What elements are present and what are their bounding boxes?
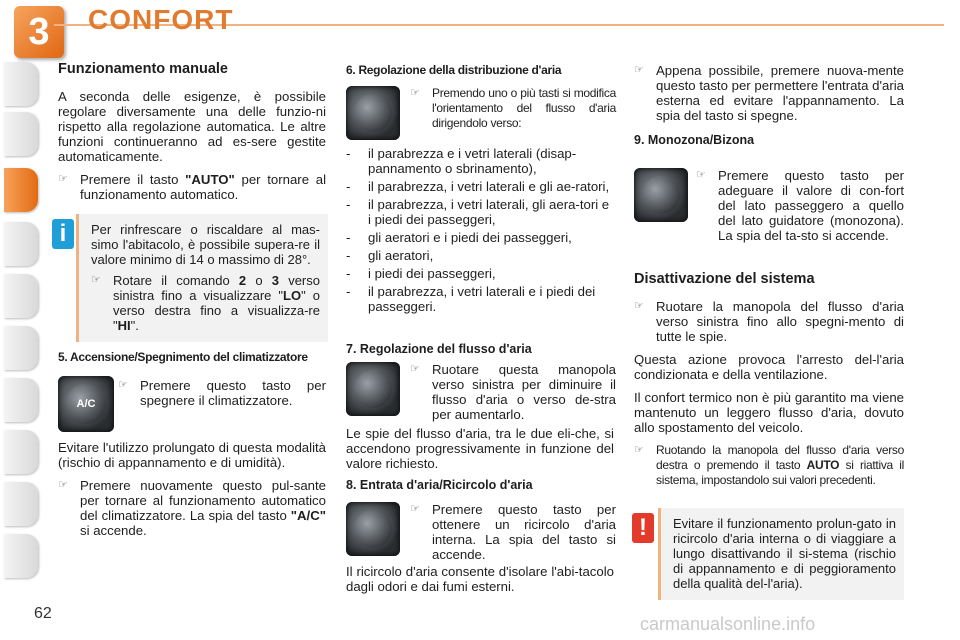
recirculation-button-image <box>346 502 400 556</box>
list-item: ☞ Ruotare la manopola del flusso d'aria verso sinistra fino allo spegni-mento di tutte le spie. <box>634 299 904 344</box>
list-item: - gli aeratori, <box>346 248 434 263</box>
deactivation-heading: Disattivazione del sistema <box>634 271 815 287</box>
pointing-hand-icon: ☞ <box>58 173 68 185</box>
warning-note: Evitare il funzionamento prolun-gato in ricircolo d'aria interna o di viaggiare a lungo disattivando il si-stema (rischio di appannamento e di peggioramento della qualità del-l'aria). <box>658 508 904 600</box>
pointing-hand-icon: ☞ <box>634 444 644 456</box>
airflow-knob-image <box>346 362 400 416</box>
chapter-tab[interactable] <box>4 62 38 106</box>
air-distribution-button-image <box>346 86 400 140</box>
pointing-hand-icon: ☞ <box>696 169 706 181</box>
pointing-hand-icon: ☞ <box>634 300 644 312</box>
list-item: ☞ Premere nuovamente questo pul-sante per tornare al funzionamento automatico del climatizzatore. La spia del tasto "A/C" si accende. <box>58 478 326 538</box>
list-item: ☞ Ruotare questa manopola verso sinistra per diminuire il flusso d'aria o verso de-stra per aumentarlo. <box>410 362 616 422</box>
chapter-tab[interactable] <box>4 274 38 318</box>
list-item: - i piedi dei passeggeri, <box>346 266 496 281</box>
page-number: 62 <box>34 605 52 622</box>
list-item: - gli aeratori e i piedi dei passeggeri, <box>346 230 572 245</box>
warning-icon: ! <box>632 513 654 543</box>
pointing-hand-icon: ☞ <box>91 274 101 286</box>
ac-button-image: A/C <box>58 376 114 432</box>
chapter-tab[interactable] <box>4 326 38 370</box>
recirculation-paragraph: Il ricircolo d'aria consente d'isolare l'abi-tacolo dagli odori e dai fumi esterni. <box>346 564 614 594</box>
airflow-paragraph: Le spie del flusso d'aria, tra le due eli-che, si accendono progressivamente in funzione del valore richiesto. <box>346 426 614 471</box>
section-8-heading: 8. Entrata d'aria/Ricircolo d'aria <box>346 478 533 492</box>
list-item: ☞ Ruotando la manopola del flusso d'aria verso destra o premendo il tasto AUTO si riattiva il sistema, impostandolo sui valori precedenti. <box>634 443 904 487</box>
deactivation-paragraph: Questa azione provoca l'arresto del-l'aria condizionata e della ventilazione. <box>634 352 904 382</box>
warning-paragraph: Evitare l'utilizzo prolungato di questa modalità (rischio di appannamento e di umidità). <box>58 440 326 470</box>
mono-zone-button-image <box>634 168 688 222</box>
list-item: ☞ Appena possibile, premere nuova-mente questo tasto per permettere l'entrata d'aria esterna ed evitare l'appannamento. La spia del tasto si spegne. <box>634 63 904 123</box>
chapter-tab[interactable] <box>4 482 38 526</box>
section-9-heading: 9. Monozona/Bizona <box>634 133 755 147</box>
list-item: ☞ Premere questo tasto per spegnere il climatizzatore. <box>118 378 326 408</box>
pointing-hand-icon: ☞ <box>118 379 128 391</box>
list-item: - il parabrezza, i vetri laterali e gli ae-ratori, <box>346 179 610 194</box>
intro-paragraph: A seconda delle esigenze, è possibile regolare diversamente una delle funzio-ni rispetto alla regolazione automatica. Le altre funzioni continueranno ad es-sere gestite automaticamente. <box>58 89 326 164</box>
list-item: - il parabrezza e i vetri laterali (disap-pannamento o sbrinamento), <box>346 146 577 176</box>
pointing-hand-icon: ☞ <box>410 363 420 375</box>
section-6-heading: 6. Regolazione della distribuzione d'aria <box>346 63 562 77</box>
list-item: - il parabrezza, i vetri laterali e i piedi dei passeggeri. <box>346 284 596 314</box>
chapter-tab[interactable] <box>4 534 38 578</box>
section-7-heading: 7. Regolazione del flusso d'aria <box>346 342 532 356</box>
distribution-list <box>346 146 614 317</box>
chapter-tabs <box>0 0 50 640</box>
list-item: - il parabrezza, i vetri laterali, gli aera-tori e i piedi dei passeggeri, <box>346 197 610 227</box>
chapter-tab[interactable] <box>4 430 38 474</box>
section-heading: Funzionamento manuale <box>58 61 228 77</box>
page-title: CONFORT <box>88 4 234 35</box>
pointing-hand-icon: ☞ <box>410 503 420 515</box>
pointing-hand-icon: ☞ <box>410 87 420 99</box>
chapter-tab[interactable] <box>4 222 38 266</box>
list-item: ☞ Rotare il comando 2 o 3 verso sinistra fino a visualizzare "LO" o verso destra fino a visualizza-re "HI". <box>91 273 320 333</box>
watermark: carmanualsonline.info <box>640 614 816 634</box>
chapter-tab-active[interactable] <box>4 168 38 212</box>
left-column <box>58 62 326 210</box>
deactivation-paragraph: Il confort termico non è più garantito ma viene mantenuto un leggero flusso d'aria, dovuto allo spostamento del veicolo. <box>634 390 904 435</box>
info-note: Per rinfrescare o riscaldare al mas-simo l'abitacolo, è possibile supera-re il valore minimo di 14 o massimo di 28°. ☞ Rotare il comando 2 o 3 verso sinistra fino a visualizzare "LO" o verso destra fino a visualizza-re "HI". <box>76 214 328 342</box>
list-item: ☞ Premendo uno o più tasti si modifica l'orientamento del flusso d'aria dirigendolo verso: <box>410 86 616 130</box>
chapter-number: 3 <box>14 6 64 58</box>
list-item: ☞ Premere il tasto "AUTO" per tornare al funzionamento automatico. <box>58 172 326 202</box>
info-icon: i <box>52 219 74 249</box>
chapter-tab[interactable] <box>4 112 38 156</box>
list-item: ☞ Premere questo tasto per adeguare il valore di con-fort del lato passeggero a quello del lato guidatore (monozona). La spia del ta-sto si accende. <box>696 168 904 243</box>
chapter-tab[interactable] <box>4 378 38 422</box>
section-5-heading: 5. Accensione/Spegnimento del climatizzatore <box>58 350 308 364</box>
list-item: ☞ Premere questo tasto per ottenere un ricircolo d'aria interna. La spia del tasto si accende. <box>410 502 616 562</box>
pointing-hand-icon: ☞ <box>58 479 68 491</box>
pointing-hand-icon: ☞ <box>634 64 644 76</box>
